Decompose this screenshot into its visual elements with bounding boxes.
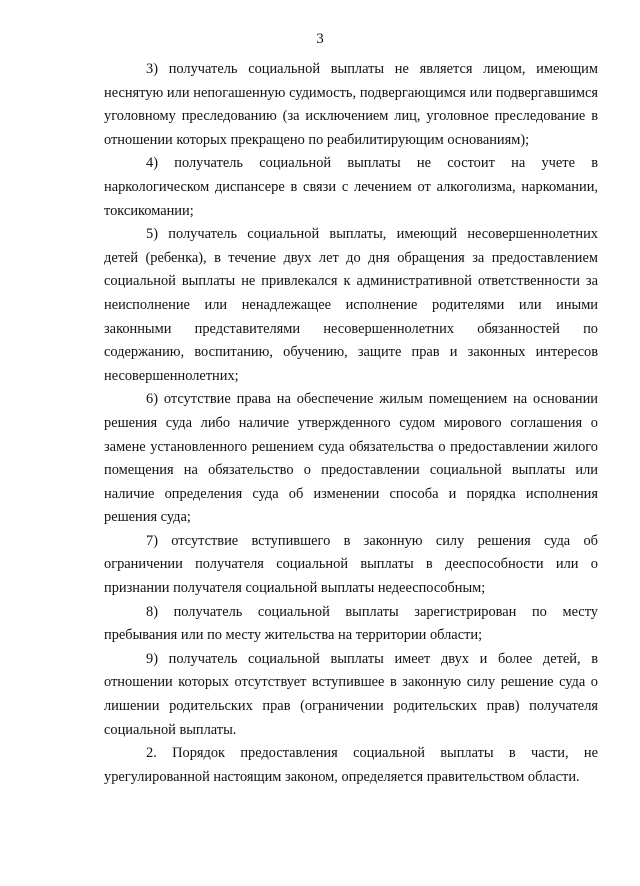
document-body	[104, 58, 598, 789]
paragraph-item-7: 7) отсутствие вступившего в законную силу решения суда об ограничении получателя социальной выплаты в дееспособности или о признании получателя социальной выплаты недееспособным;	[104, 532, 598, 597]
paragraph-item-3: 3) получатель социальной выплаты не является лицом, имеющим неснятую или непогашенную судимость, подвергающимся или подвергавшимся уголовному преследованию (за исключением лиц, уголовное преследование в отношении которых прекращено по реабилитирующим основаниям);	[104, 61, 598, 148]
page-number: 3	[316, 31, 324, 47]
paragraph-item-9: 9) получатель социальной выплаты имеет двух и более детей, в отношении которых отсутствует вступившее в законную силу решение суда о лишении родительских прав (ограничении родительских прав) получателя социальной выплаты.	[104, 650, 598, 738]
paragraph-item-5: 5) получатель социальной выплаты, имеющий несовершеннолетних детей (ребенка), в течение двух лет до дня обращения за предоставлением социальной выплаты не привлекался к административной ответственности за неисполнение или ненадлежащее исполнение родителями или иными законными представителями несовершеннолетних обязанностей по содержанию, воспитанию, обучению, защите прав и законных интересов несовершеннолетних;	[104, 226, 598, 384]
paragraph-item-8: 8) получатель социальной выплаты зарегистрирован по месту пребывания или по месту жительства на территории области;	[104, 603, 598, 644]
paragraph-item-4: 4) получатель социальной выплаты не состоит на учете в наркологическом диспансере в связи с лечением от алкоголизма, наркомании, токсикомании;	[104, 155, 598, 219]
paragraph-item-6: 6) отсутствие права на обеспечение жилым помещением на основании решения суда либо наличие утвержденного судом мирового соглашения о замене установленного решением суда обязательства о предоставлении жилого помещения на обязательство о предоставлении социальной выплаты или наличие определения суда об изменении способа и порядка исполнения решения суда;	[104, 391, 598, 526]
paragraph-section-2: 2. Порядок предоставления социальной выплаты в части, не урегулированной настоящим законом, определяется правительством области.	[104, 745, 598, 785]
